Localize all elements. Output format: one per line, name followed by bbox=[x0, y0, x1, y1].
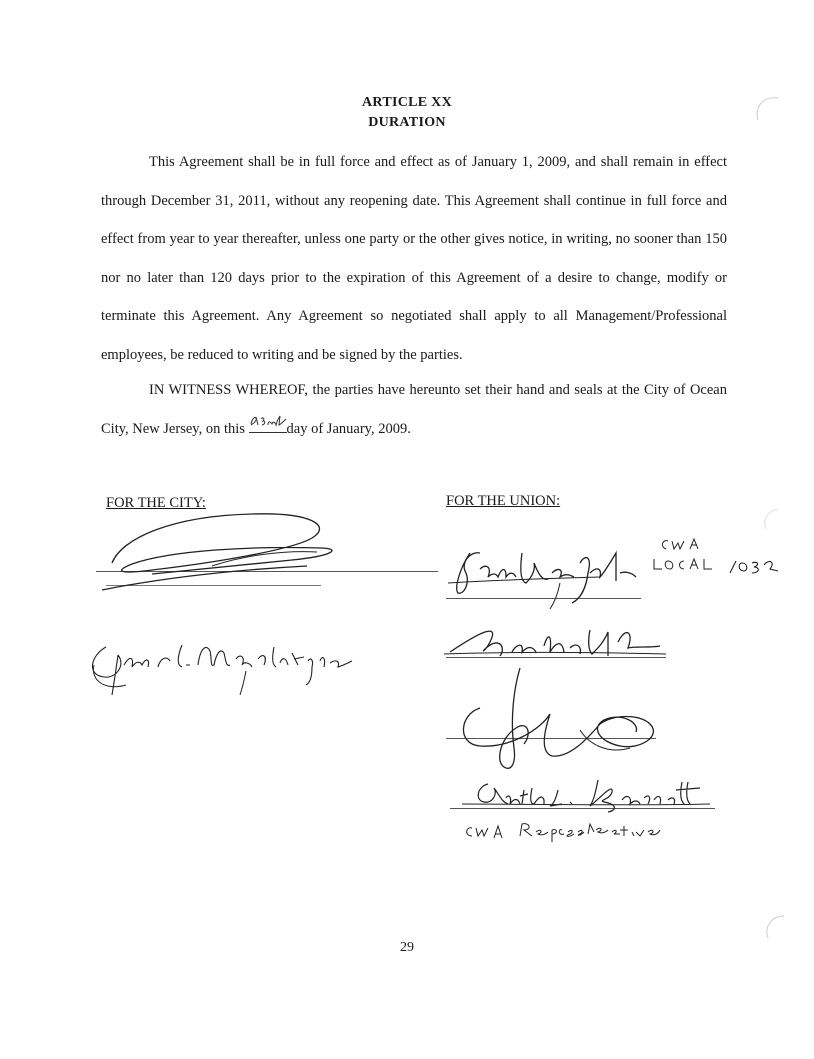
for-the-city-label: FOR THE CITY: bbox=[106, 495, 206, 511]
union-annotation-cwa-local bbox=[648, 533, 788, 593]
punch-hole-mark-top bbox=[752, 92, 786, 126]
union-signature-3 bbox=[440, 658, 670, 778]
witness-paragraph bbox=[101, 371, 727, 448]
witness-text-after: day of January, 2009. bbox=[286, 420, 411, 437]
city-signature-1 bbox=[92, 508, 352, 598]
page-number: 29 bbox=[400, 940, 414, 955]
article-title: ARTICLE XX bbox=[361, 95, 453, 110]
duration-paragraph bbox=[101, 143, 727, 374]
witness-text-before: IN WITNESS WHEREOF, the parties have hereunto set their hand and seals at the City of Ocean City, New Jersey, on this bbox=[101, 382, 727, 437]
duration-paragraph-text: This Agreement shall be in full force and effect as of January 1, 2009, and shall remain in effect through December 31, 2011, without any reopening date. This Agreement shall continue in full force and effect from year to year thereafter, unless one party or the other gives notice, in writing, no sooner than 150 nor no later than 120 days prior to the expiration of this Agreement of a desire to change, modify or terminate this Agreement. Any Agreement so negotiated shall apply to all Management/Professional employees, be reduced to writing and be signed by the parties. bbox=[101, 154, 727, 363]
handwritten-day-signature bbox=[249, 412, 289, 430]
punch-hole-mark-middle bbox=[760, 505, 790, 535]
for-the-union-label: FOR THE UNION: bbox=[446, 493, 561, 509]
union-signature-1 bbox=[440, 533, 650, 613]
union-annotation-cwa-representative bbox=[460, 812, 700, 848]
handwritten-day-blank bbox=[249, 418, 287, 433]
article-subtitle: DURATION bbox=[368, 115, 446, 130]
city-signature-2 bbox=[86, 625, 366, 705]
punch-hole-mark-bottom bbox=[762, 910, 796, 944]
